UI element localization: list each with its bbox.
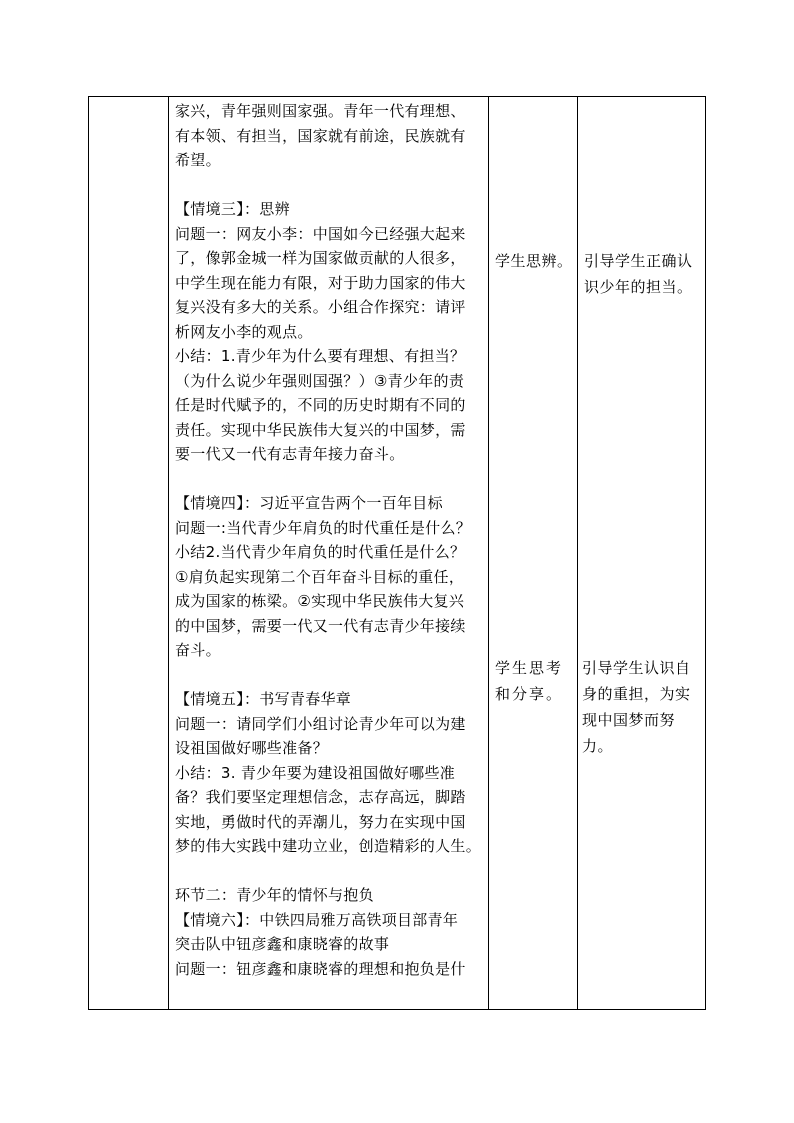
content-line: 【情境五】：书写青春华章	[175, 690, 352, 708]
content-line: 实地，勇做时代的弄潮儿，努力在实现中国	[175, 812, 466, 831]
content-line: 中学生现在能力有限，对于助力国家的伟大	[175, 273, 466, 292]
lesson-table	[88, 96, 706, 1010]
intent-text: 引导学生正确认	[584, 252, 693, 270]
content-line: 小结2.当代青少年肩负的时代重任是什么？	[175, 543, 466, 561]
teaching-content-cell	[169, 97, 489, 981]
activity-text: 和分享。	[495, 685, 564, 703]
content-line: 析网友小李的观点。	[175, 322, 313, 341]
content-line: 备？我们要坚定理想信念，志存高远，脚踏	[175, 788, 466, 806]
content-line: 有本领、有担当，国家就有前途，民族就有	[175, 126, 466, 145]
content-line: 的中国梦，需要一代又一代有志青少年接续	[175, 616, 466, 635]
paragraph-gap	[175, 859, 483, 884]
content-line: 家兴，青年强则国家强。青年一代有理想、	[175, 102, 466, 120]
intent-text: 现中国梦而努力。	[582, 711, 676, 755]
content-line: 设祖国做好哪些准备？	[175, 739, 329, 757]
content-line: 问题一：网友小李：中国如今已经强大起来	[175, 224, 466, 243]
design-intent-2	[582, 655, 703, 759]
stage-column-cell	[89, 97, 168, 1009]
intent-text: 引导学生认识自	[582, 659, 691, 677]
content-line: 奋斗。	[175, 641, 221, 659]
content-line: 问题一：钮彦鑫和康晓睿的理想和抱负是什	[175, 959, 466, 978]
content-line: 突击队中钮彦鑫和康晓睿的故事	[175, 935, 390, 953]
design-intent-cell	[578, 97, 707, 1009]
intent-text: 身的重担，为实	[582, 685, 691, 703]
paragraph-gap	[175, 173, 483, 198]
content-line: 问题一：请同学们小组讨论青少年可以为建	[175, 714, 466, 733]
content-line: 了，像郭金城一样为国家做贡献的人很多，	[175, 249, 466, 267]
content-line: 小结：3. 青少年要为建设祖国做好哪些准	[175, 763, 456, 782]
paragraph-gap	[175, 663, 483, 688]
student-activity-1	[495, 248, 574, 274]
content-line: 梦的伟大实践中建功立业，创造精彩的人生。	[175, 837, 482, 855]
activity-text: 学生思辨。	[495, 252, 573, 270]
content-line: 【情境三】：思辨	[175, 200, 290, 218]
content-line: 【情境六】：中铁四局雅万高铁项目部青年	[175, 910, 459, 929]
content-line: （为什么说少年强则国强？）③青少年的责	[175, 371, 465, 390]
content-line: 要一代又一代有志青年接力奋斗。	[175, 445, 405, 463]
content-line: ①肩负起实现第二个百年奋斗目标的重任，	[175, 567, 465, 586]
content-line: 环节二：青少年的情怀与抱负	[175, 886, 374, 904]
content-line: 任是时代赋予的，不同的历史时期有不同的	[175, 396, 466, 414]
content-line: 小结：1.青少年为什么要有理想、有担当？	[175, 347, 466, 365]
content-line: 复兴没有多大的关系。小组合作探究：请评	[175, 298, 466, 316]
content-line: 希望。	[175, 151, 221, 169]
design-intent-1	[584, 248, 703, 300]
student-activity-cell	[489, 97, 578, 1009]
content-line: 问题一:当代青少年肩负的时代重任是什么？	[175, 518, 472, 537]
content-line: 责任。实现中华民族伟大复兴的中国梦，需	[175, 420, 466, 439]
activity-text: 学生思考	[495, 659, 564, 677]
content-line: 【情境四】：习近平宣告两个一百年目标	[175, 494, 443, 512]
paragraph-gap	[175, 467, 483, 492]
intent-text: 识少年的担当。	[584, 278, 693, 296]
student-activity-2	[495, 655, 574, 707]
content-line: 成为国家的栋梁。②实现中华民族伟大复兴	[175, 592, 465, 610]
